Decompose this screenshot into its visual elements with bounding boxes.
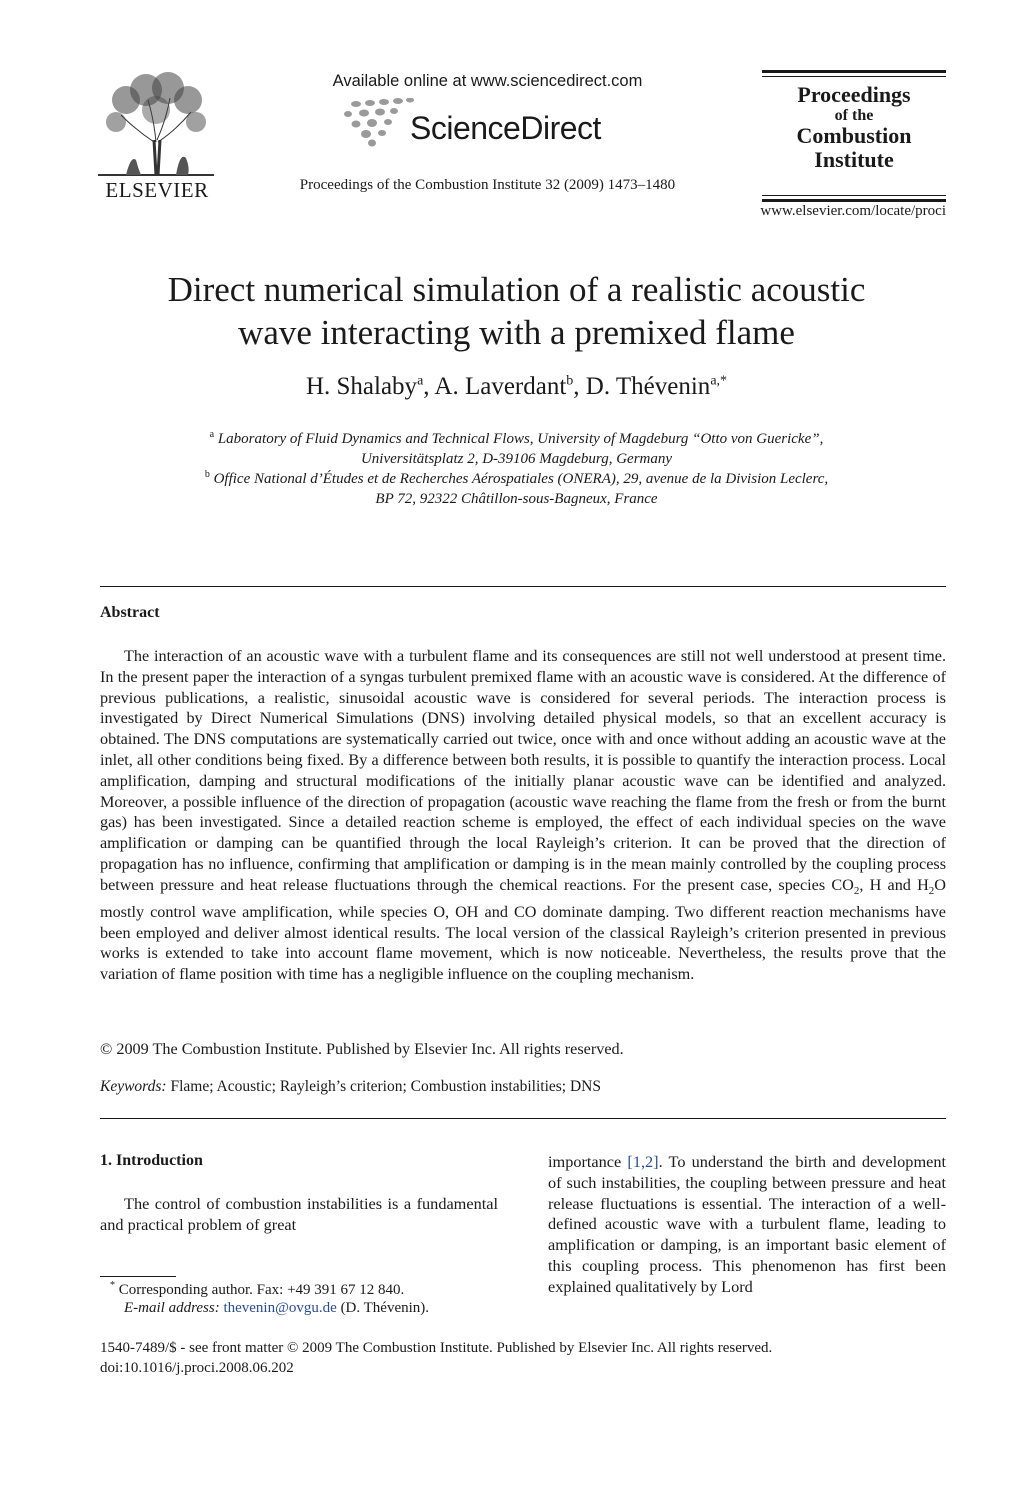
abstract-subscript-1: 2 [853, 885, 860, 897]
affil-a-line1: Laboratory of Fluid Dynamics and Technical Flows, University of Magdeburg “Otto von Guericke”, [217, 431, 824, 447]
available-online-text: Available online at www.sciencedirect.com [332, 72, 643, 90]
abstract-body [100, 646, 946, 985]
section-heading-introduction: 1. Introduction [100, 1152, 203, 1169]
affil-b-line2: BP 72, 92322 Châtillon-sous-Bagneux, France [375, 491, 658, 507]
title-line-2: wave interacting with a premixed flame [238, 313, 795, 352]
author-1-affil-mark: a [417, 373, 424, 389]
keywords [100, 1078, 601, 1096]
abstract-part-2: , H and H [859, 875, 929, 894]
journal-box-line4: Institute [814, 146, 894, 172]
intro-right-start: importance [548, 1152, 628, 1171]
abstract-subscript-2: 2 [928, 885, 935, 897]
footnote-rule [100, 1276, 176, 1277]
author-list [70, 373, 963, 401]
journal-box-line3: Combustion [796, 123, 912, 149]
footnote-email-label: E-mail address: [124, 1300, 220, 1316]
abstract-copyright: © 2009 The Combustion Institute. Published by Elsevier Inc. All rights reserved. [100, 1040, 624, 1058]
article-title [70, 268, 963, 354]
sciencedirect-dots-logo [342, 98, 414, 148]
affil-b-line1: Office National d’Études et de Recherches Aérospatiales (ONERA), 29, avenue de la Division Leclerc, [213, 471, 829, 487]
footnote-corresponding-text: Corresponding author. Fax: +49 391 67 12 840. [115, 1282, 405, 1298]
publisher-name: ELSEVIER [105, 178, 209, 202]
footnote-email [124, 1300, 429, 1317]
abstract-part-1: The interaction of an acoustic wave with a turbulent flame and its consequences are still not well understood at present time. In the present paper the interaction of a syngas turbulent premixed flame with an acoustic wave is considered. At the difference of previous publications, a realistic, sinusoidal acoustic wave is considered for several periods. The interaction process is investigated by Direct Numerical Simulations (DNS) involving detailed physical models, so that an excellent accuracy is obtained. The DNS computations are systematically carried out twice, once with and once without adding an acoustic wave at the inlet, all other conditions being fixed. By a difference between both results, it is possible to quantify the interaction process. Local amplification, damping and structural modifications of the initially planar acoustic wave can be identified and analyzed. Moreover, a possible influence of the direction of propagation (acoustic wave reaching the flame from the fresh or from the burnt gas) has been investigated. Since a detailed reaction scheme is employed, the effect of each individual species on the wave amplification or damping can be quantified through the local Rayleigh’s criterion. It can be proved that the direction of propagation has no influence, confirming that amplification or damping is in the mean mainly controlled by the coupling process between pressure and heat release fluctuations through the chemical reactions. For the present case, species CO [100, 647, 946, 894]
affiliation-a [70, 425, 963, 469]
title-line-1: Direct numerical simulation of a realistic acoustic [167, 270, 866, 309]
affiliation-b [70, 465, 963, 509]
author-separator: , [423, 373, 435, 400]
author-2-affil-mark: b [566, 373, 574, 389]
author-1-name: H. Shalaby [305, 373, 418, 400]
journal-box-line2: of the [834, 106, 874, 124]
author-3-name: D. Thévenin [585, 373, 711, 400]
footnote-email-after: (D. Thévenin). [336, 1300, 430, 1316]
journal-url[interactable]: www.elsevier.com/locate/proci [760, 203, 946, 219]
footnote-corresponding [110, 1280, 404, 1299]
journal-box-line1: Proceedings [797, 82, 911, 107]
front-matter-line: 1540-7489/$ - see front matter © 2009 The Combustion Institute. Published by Elsevier Inc. All rights reserved. [100, 1340, 773, 1356]
abstract-part-3: O mostly control wave amplification, while species O, OH and CO dominate damping. Two different reaction mechanisms have been employed and deliver almost identical results. The local version of the classical Rayleigh’s criterion presented in previous works is extended to take into account flame movement, which is now noticeable. Nevertheless, the results prove that the variation of flame position with time has a negligible influence on the coupling mechanism. [100, 875, 946, 984]
footnote-mark: * [110, 1280, 115, 1291]
author-separator: , [573, 373, 586, 400]
journal-citation: Proceedings of the Combustion Institute 32 (2009) 1473–1480 [299, 177, 676, 193]
intro-right-rest: . To understand the birth and development of such instabilities, the coupling between pressure and heat release fluctuations is essential. The interaction of a well-defined acoustic wave with a turbulent flame, leading to amplification or damping, is an important basic element of this coupling process. This phenomenon has first been explained qualitatively by Lord [548, 1152, 946, 1296]
author-3-affil-mark: a,* [710, 373, 728, 389]
author-2-name: A. Laverdant [434, 373, 567, 400]
intro-left-column: The control of combustion instabilities is a fundamental and practical problem of great [100, 1194, 498, 1234]
affil-a-mark: a [209, 429, 215, 440]
email-link[interactable]: thevenin@ovgu.de [223, 1300, 337, 1316]
abstract-heading: Abstract [100, 604, 160, 621]
keywords-label: Keywords: [100, 1078, 167, 1095]
intro-right-column [548, 1152, 946, 1298]
divider-top [100, 586, 946, 587]
citation-link[interactable]: [1,2] [627, 1152, 659, 1171]
divider-middle [100, 1118, 946, 1119]
affil-a-line2: Universitätsplatz 2, D-39106 Magdeburg, Germany [360, 451, 673, 467]
sciencedirect-wordmark: ScienceDirect [410, 110, 601, 146]
keywords-list: Flame; Acoustic; Rayleigh’s criterion; Combustion instabilities; DNS [166, 1078, 601, 1095]
doi-line[interactable]: doi:10.1016/j.proci.2008.06.202 [100, 1360, 294, 1376]
journal-title-box [762, 70, 946, 202]
affil-b-mark: b [204, 469, 210, 480]
